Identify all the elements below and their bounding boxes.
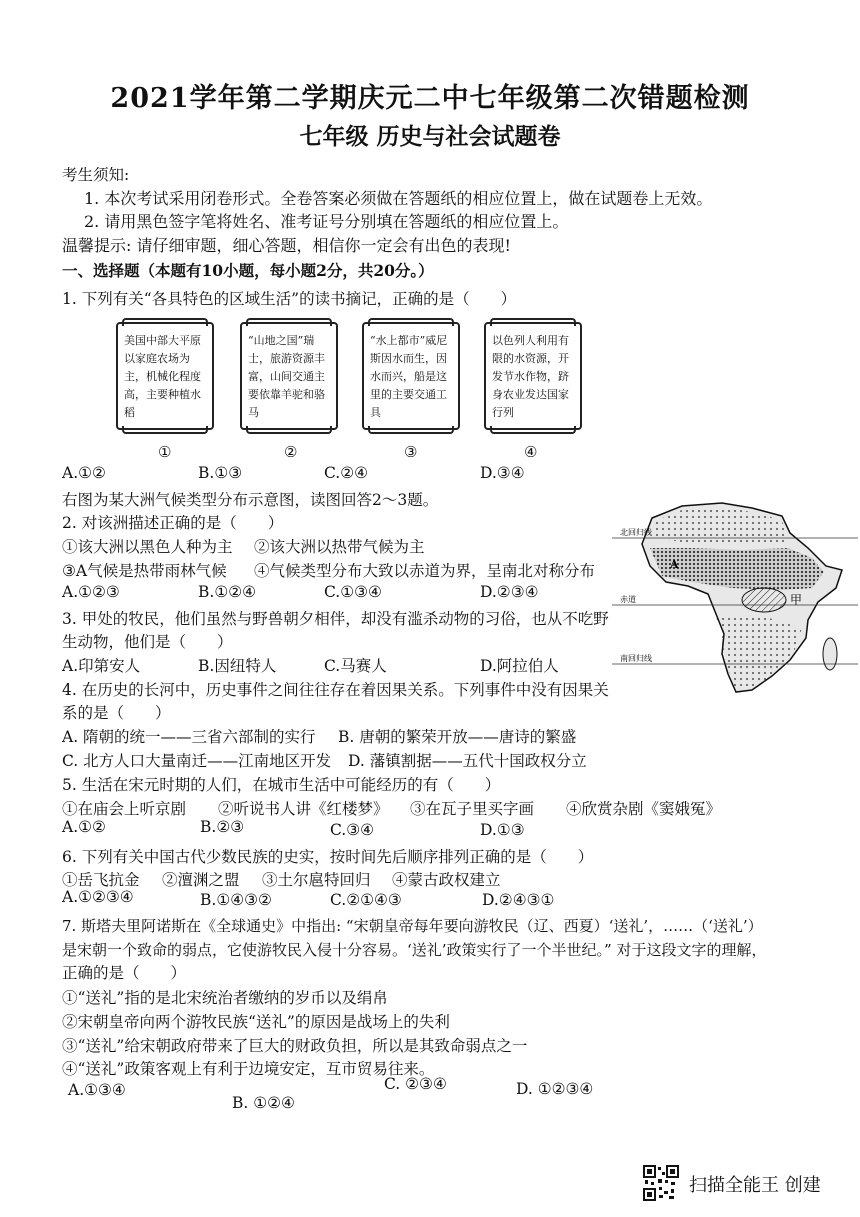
q5-statement-2: ②听说书人讲《红楼梦》 (218, 800, 389, 818)
section-heading: 一、选择题（本题有10小题，每小题2分，共20分。） (62, 261, 434, 280)
q5-statement-4: ④欣赏杂剧《窦娥冤》 (566, 800, 722, 818)
q3-option-b: B.因纽特人 (198, 657, 277, 675)
q3-option-a: A.印第安人 (62, 657, 141, 675)
card-number: ④ (524, 443, 538, 461)
qr-code-icon (643, 1165, 679, 1201)
q4-option-b: B. 唐朝的繁荣开放——唐诗的繁盛 (338, 728, 577, 746)
q7-stem-line-3: 正确的是（ ） (62, 964, 187, 982)
q7-statement-4: ④“送礼”政策客观上有利于边境安定，互市贸易往来。 (62, 1060, 435, 1078)
africa-climate-map (612, 478, 858, 708)
q7-stem-line-2: 是宋朝一个致命的弱点，它使游牧民入侵十分容易。‘送礼’政策实行了一个半世纪。” 对于这段文字的理解， (62, 941, 767, 959)
map-mark-a: A (670, 558, 679, 571)
q7-statement-2: ②宋朝皇帝向两个游牧民族“送礼”的原因是战场上的失利 (62, 1013, 450, 1031)
q6-option-a: A.①②③④ (62, 888, 134, 906)
q3-stem-line-1: 3. 甲处的牧民，他们虽然与野兽朝夕相伴，却没有滥杀动物的习俗，也从不吃野 (62, 610, 609, 628)
madagascar-island (823, 638, 837, 670)
q7-option-a: A.①③④ (68, 1081, 126, 1099)
q5-statement-1: ①在庙会上听京剧 (62, 800, 187, 818)
scroll-card-1 (116, 322, 214, 430)
q6-statement-2: ②澶渊之盟 (162, 871, 240, 889)
notice-item-1: 1. 本次考试采用闭卷形式。全卷答案必须做在答题纸的相应位置上，做在试题卷上无效。 (84, 189, 713, 208)
q1-option-c: C.②④ (324, 464, 369, 482)
scroll-card-text: “山地之国”瑞士，旅游资源丰富，山间交通主要依靠羊驼和骆马 (248, 334, 325, 419)
map-mark-jia: 甲 (790, 593, 803, 607)
q2-statement-2: ②该大洲以热带气候为主 (254, 538, 425, 556)
q2-intro: 右图为某大洲气候类型分布示意图，读图回答2～3题。 (62, 491, 439, 509)
q6-option-d: D.②④③① (482, 891, 555, 909)
q2-statement-1: ①该大洲以黑色人种为主 (62, 538, 233, 556)
scroll-card-4 (484, 322, 582, 430)
notice-heading: 考生须知: (62, 166, 130, 184)
q3-stem-line-2: 生动物，他们是（ ） (62, 633, 233, 651)
q6-statement-3: ③土尔扈特回归 (262, 871, 371, 889)
notice-tip: 温馨提示: 请仔细审题，细心答题，相信你一定会有出色的表现! (62, 236, 511, 255)
q7-statement-3: ③“送礼”给宋朝政府带来了巨大的财政负担，所以是其致命弱点之一 (62, 1037, 528, 1055)
q1-stem: 1. 下列有关“各具特色的区域生活”的读书摘记，正确的是（ ） (62, 290, 517, 308)
q1-option-d: D.③④ (480, 464, 525, 482)
q4-option-d: D. 藩镇割据——五代十国政权分立 (348, 752, 587, 770)
notice-item-2: 2. 请用黑色签字笔将姓名、准考证号分别填在答题纸的相应位置上。 (84, 212, 569, 231)
q6-statement-4: ④蒙古政权建立 (392, 871, 501, 889)
q5-option-c: C.③④ (330, 821, 375, 839)
q6-option-c: C.②①④③ (330, 891, 402, 909)
q3-option-d: D.阿拉伯人 (480, 657, 559, 675)
q2-statement-4: ④气候类型分布大致以赤道为界，呈南北对称分布 (254, 562, 596, 580)
q1-option-a: A.①② (62, 464, 106, 482)
q5-stem: 5. 生活在宋元时期的人们，在城市生活中可能经历的有（ ） (62, 776, 501, 794)
q7-option-d: D. ①②③④ (516, 1080, 594, 1098)
q7-option-c: C. ②③④ (384, 1075, 447, 1093)
exam-subtitle: 七年级 历史与社会试题卷 (299, 123, 561, 150)
q1-option-b: B.①③ (198, 464, 243, 482)
scroll-card-text: 美国中部大平原以家庭农场为主，机械化程度高，主要种植水稻 (124, 334, 201, 419)
exam-title: 2021学年第二学期庆元二中七年级第二次错题检测 (110, 83, 750, 114)
tropic-north-label: 北回归线 (620, 528, 652, 537)
q2-option-d: D.②③④ (480, 583, 539, 601)
q2-statement-3: ③A气候是热带雨林气候 (62, 562, 227, 580)
q7-statement-1: ①“送礼”指的是北宋统治者缴纳的岁币以及绢帛 (62, 989, 388, 1007)
card-number: ① (158, 443, 172, 461)
scroll-card-2 (240, 322, 338, 430)
q7-option-b: B. ①②④ (232, 1094, 295, 1112)
q7-stem-line-1: 7. 斯塔夫里阿诺斯在《全球通史》中指出: “宋朝皇帝每年要向游牧民（辽、西夏）‘送礼’，……（‘送礼’） (62, 917, 763, 935)
region-jia (742, 588, 786, 612)
scroll-card-3 (362, 322, 460, 430)
q5-option-b: B.②③ (200, 818, 245, 836)
q4-option-c: C. 北方人口大量南迁——江南地区开发 (62, 752, 332, 770)
q5-option-d: D.①③ (480, 821, 525, 839)
scanner-watermark (643, 1165, 833, 1201)
q2-option-a: A.①②③ (62, 583, 120, 601)
q4-stem-line-2: 系的是（ ） (62, 704, 171, 722)
card-number: ③ (404, 443, 418, 461)
q2-stem: 2. 对该洲描述正确的是（ ） (62, 514, 284, 532)
tropic-south-label: 南回归线 (620, 654, 652, 663)
q2-option-b: B.①②④ (198, 583, 257, 601)
card-number: ② (284, 443, 298, 461)
q3-option-c: C.马赛人 (324, 657, 387, 675)
q4-option-a: A. 隋朝的统一——三省六部制的实行 (62, 728, 316, 746)
q6-option-b: B.①④③② (200, 891, 272, 909)
q6-statement-1: ①岳飞抗金 (62, 871, 140, 889)
q4-stem-line-1: 4. 在历史的长河中，历史事件之间往往存在着因果关系。下列事件中没有因果关 (62, 681, 609, 699)
q5-statement-3: ③在瓦子里买字画 (410, 800, 535, 818)
equator-label: 赤道 (620, 595, 636, 604)
scroll-card-text: 以色列人利用有限的水资源，开发节水作物，跻身农业发达国家行列 (492, 334, 569, 419)
scanner-brand-text: 扫描全能王 创建 (689, 1175, 821, 1196)
q2-option-c: C.①③④ (324, 583, 382, 601)
q5-option-a: A.①② (62, 818, 106, 836)
scroll-card-text: “水上都市”威尼斯因水而生，因水而兴，船是这里的主要交通工具 (370, 334, 448, 419)
q6-stem: 6. 下列有关中国古代少数民族的史实，按时间先后顺序排列正确的是（ ） (62, 848, 594, 866)
